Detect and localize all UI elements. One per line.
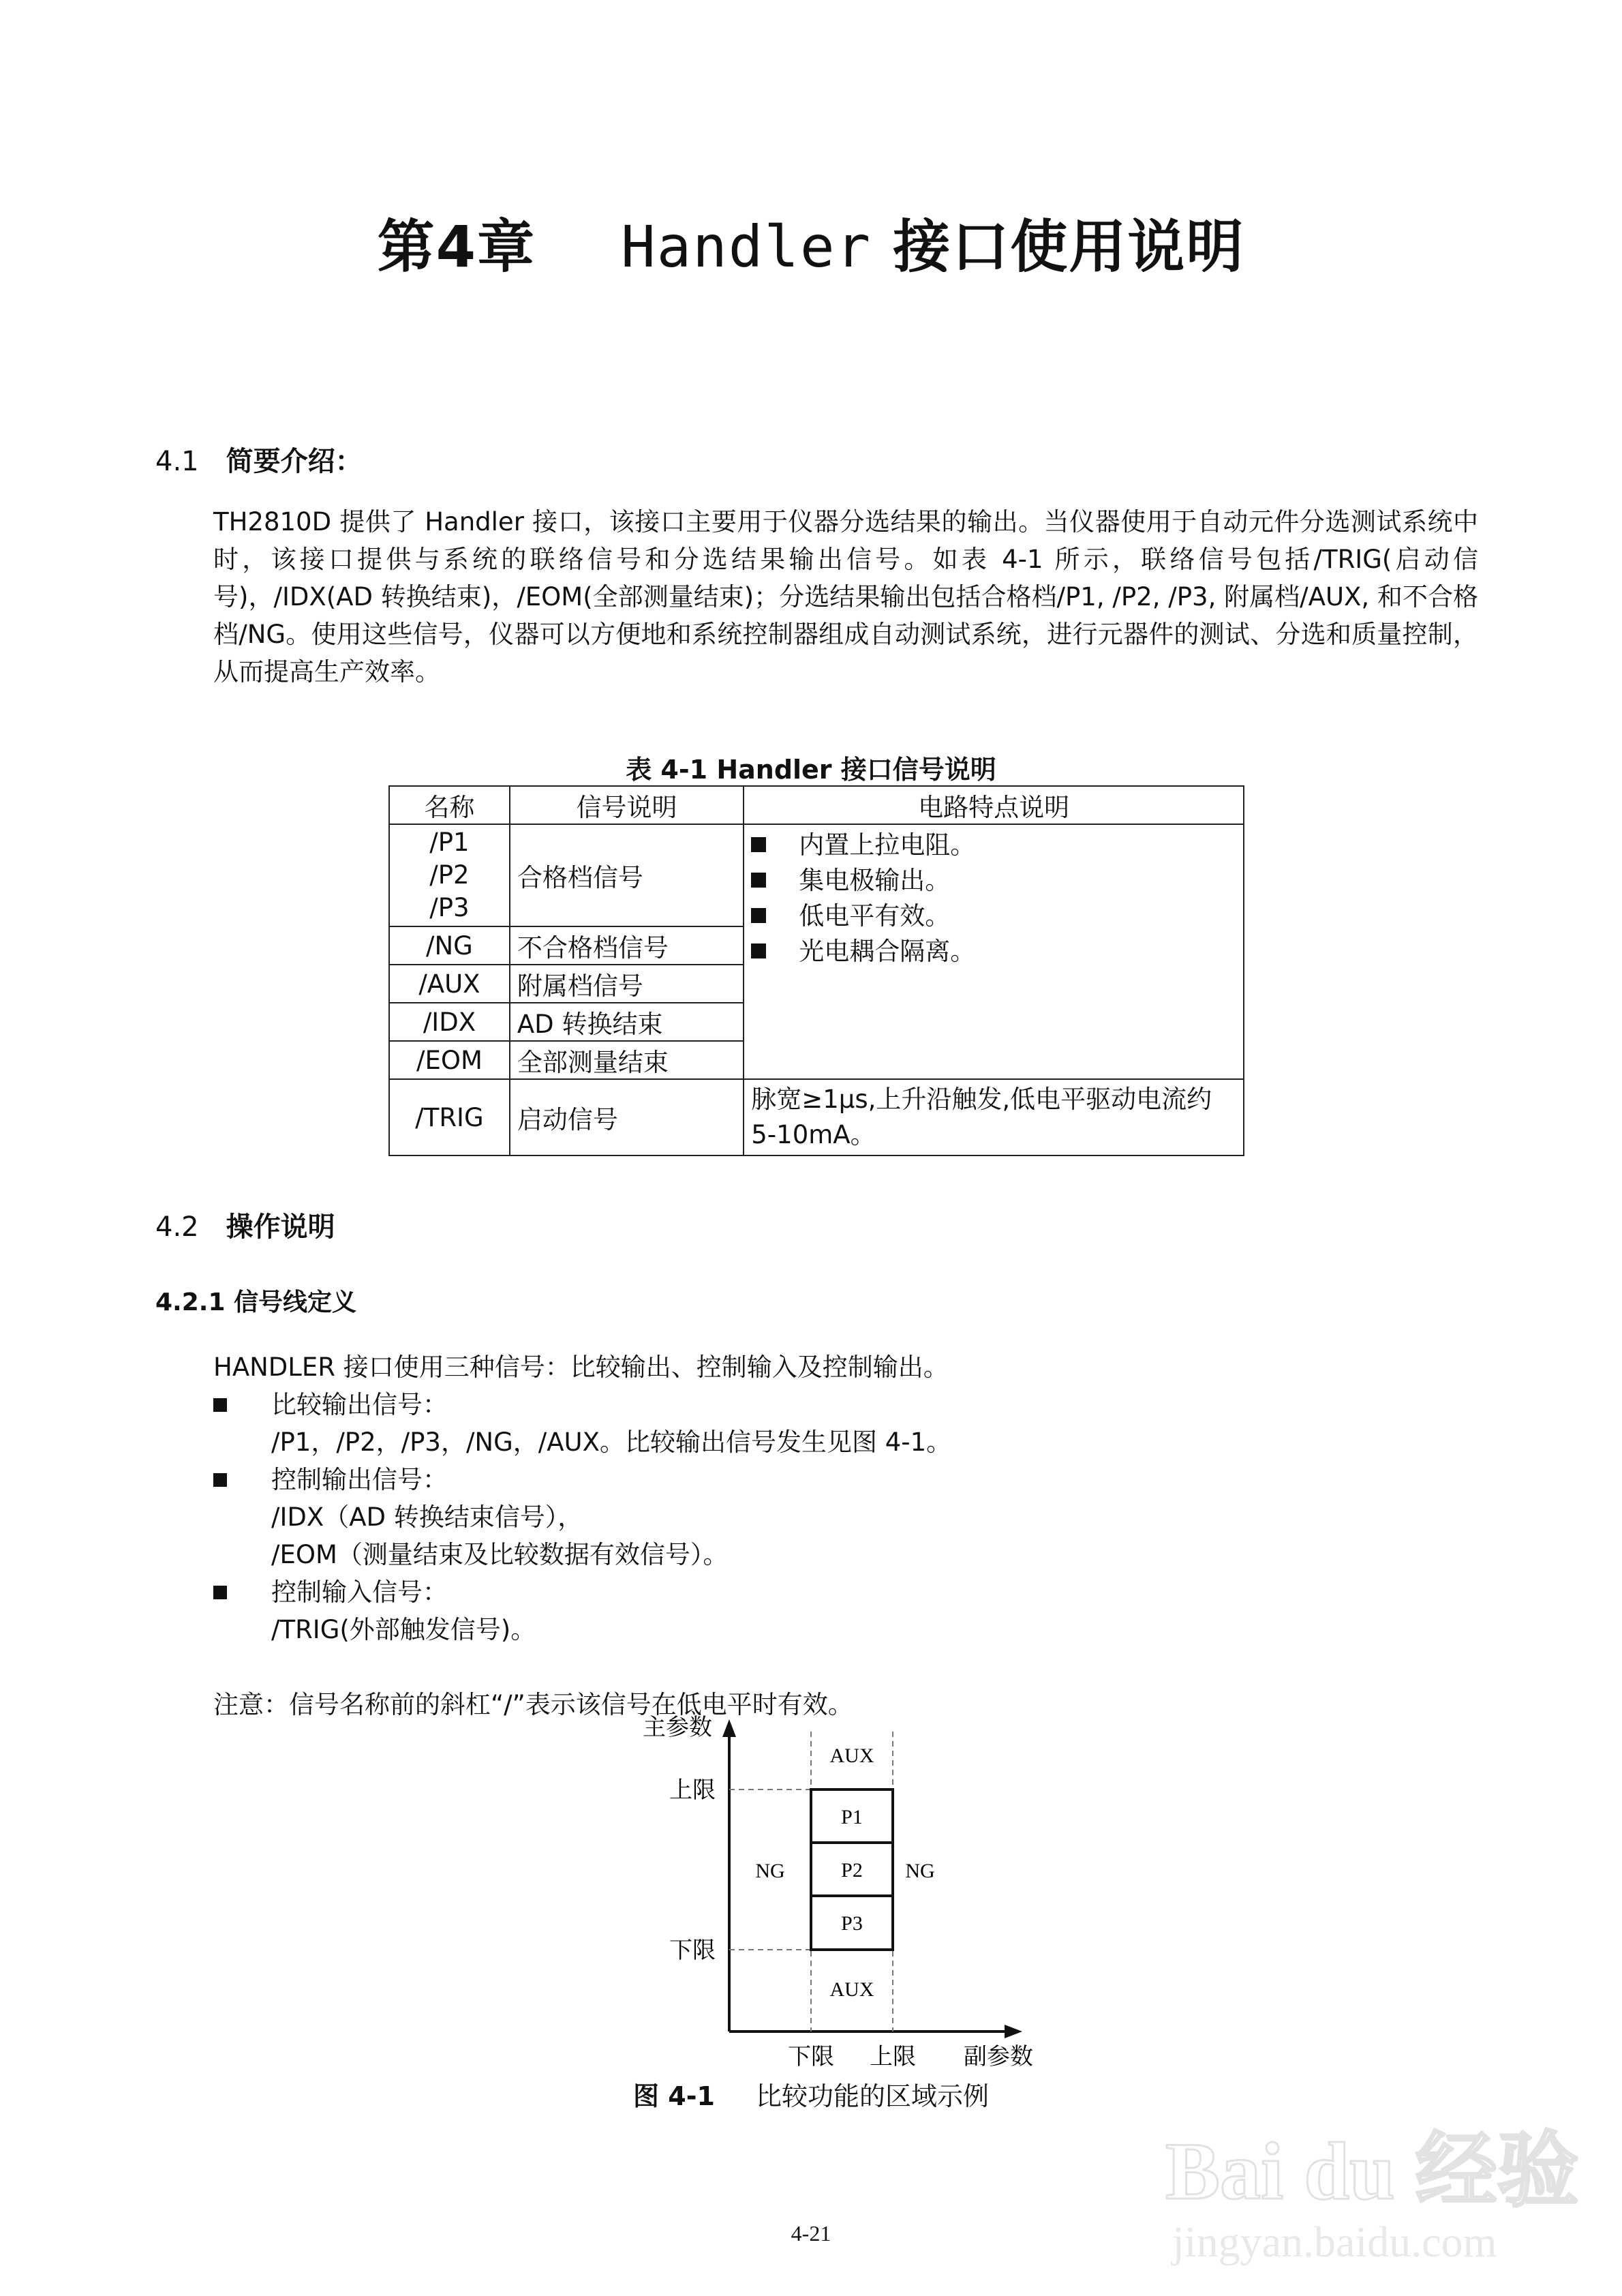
list-item-body: /TRIG(外部触发信号)。 bbox=[271, 1615, 536, 1644]
section-number: 4.2 bbox=[155, 1211, 199, 1243]
signal-name: /IDX bbox=[389, 1003, 510, 1041]
signal-desc: 全部测量结束 bbox=[510, 1041, 744, 1079]
signal-name: /AUX bbox=[389, 965, 510, 1003]
list-item: 控制输入信号： bbox=[213, 1573, 951, 1611]
baidu-jingyan-watermark bbox=[1159, 2110, 1595, 2280]
list-item: 比较输出信号： bbox=[213, 1386, 951, 1423]
chapter-title bbox=[0, 201, 1622, 284]
ng-right-label: NG bbox=[905, 1860, 935, 1882]
section-4-2-heading bbox=[155, 1205, 335, 1244]
figure-caption-text: 比较功能的区域示例 bbox=[755, 2081, 989, 2111]
x-upper-limit-label: 上限 bbox=[870, 2044, 916, 2070]
page-number: 4-21 bbox=[791, 2221, 831, 2246]
signal-table bbox=[388, 785, 1244, 1156]
feature-item: 集电极输出。 bbox=[751, 863, 1236, 898]
ng-left-label: NG bbox=[755, 1860, 785, 1882]
signal-name: /NG bbox=[389, 926, 510, 965]
upper-limit-label: 上限 bbox=[669, 1778, 716, 1803]
note: 注意：信号名称前的斜杠“/”表示该信号在低电平时有效。 bbox=[213, 1690, 853, 1719]
table-row bbox=[389, 824, 1244, 926]
feature-item: 内置上拉电阻。 bbox=[751, 828, 1236, 863]
x-axis-arrow-icon bbox=[1005, 2025, 1022, 2038]
signal-desc: 不合格档信号 bbox=[510, 926, 744, 965]
x-axis-label: 副参数 bbox=[964, 2044, 1033, 2070]
signal-intro: HANDLER 接口使用三种信号：比较输出、控制输入及控制输出。 bbox=[213, 1353, 949, 1382]
signal-desc: 合格档信号 bbox=[510, 824, 744, 926]
bullet-square-icon bbox=[751, 873, 766, 888]
section-label: 操作说明 bbox=[226, 1211, 335, 1243]
bullet-square-icon bbox=[751, 943, 766, 958]
table-row bbox=[389, 1079, 1244, 1155]
p3-label: P3 bbox=[841, 1912, 863, 1935]
signal-desc: 启动信号 bbox=[510, 1079, 744, 1155]
figure-caption bbox=[0, 2075, 1622, 2113]
table-header: 电路特点说明 bbox=[744, 786, 1244, 824]
signal-name: /P1 /P2 /P3 bbox=[389, 824, 510, 926]
table-caption: 表 4-1 Handler 接口信号说明 bbox=[626, 755, 996, 785]
chapter-number: 第4章 bbox=[377, 213, 536, 280]
figure-caption-number: 图 4-1 bbox=[633, 2081, 715, 2111]
list-item-body: /IDX（AD 转换结束信号）， bbox=[271, 1502, 583, 1532]
table-header: 信号说明 bbox=[510, 786, 744, 824]
aux-top-label: AUX bbox=[829, 1744, 874, 1767]
signal-desc: 附属档信号 bbox=[510, 965, 744, 1003]
chapter-title-suffix: 接口使用说明 bbox=[893, 213, 1245, 280]
p2-label: P2 bbox=[841, 1859, 863, 1882]
watermark-brand: Bai du 经验 bbox=[1165, 2126, 1579, 2216]
list-item: 控制输出信号： bbox=[213, 1461, 951, 1498]
feature-item: 低电平有效。 bbox=[751, 898, 1236, 934]
y-axis-label: 主参数 bbox=[643, 1715, 712, 1740]
table-header-row bbox=[389, 786, 1244, 824]
section-4-2-1-heading: 4.2.1 信号线定义 bbox=[155, 1288, 357, 1316]
aux-bottom-label: AUX bbox=[829, 1978, 874, 2001]
section-4-1-heading bbox=[155, 440, 363, 479]
list-item-body: /P1，/P2，/P3，/NG，/AUX。比较输出信号发生见图 4-1。 bbox=[271, 1428, 952, 1457]
intro-paragraph: TH2810D 提供了 Handler 接口，该接口主要用于仪器分选结果的输出。当仪器使用于自动元件分选测试系统中时，该接口提供与系统的联络信号和分选结果输出信号。如表 4-1 所示，联络信号包括/TRIG(启动信号)，/IDX(AD 转换结束)，/EOM(全部测量结束)；分选结果输出包括合格档/P1, /P2, /P3, 附属档/AUX, 和不合格档/NG。使用这些信号，仪器可以方便地和系统控制器组成自动测试系统，进行元器件的测试、分选和质量控制，从而提高生产效率。 bbox=[213, 507, 1478, 686]
bullet-square-icon bbox=[213, 1473, 227, 1487]
bullet-square-icon bbox=[213, 1586, 227, 1599]
x-lower-limit-label: 下限 bbox=[788, 2044, 834, 2070]
signal-name: /EOM bbox=[389, 1041, 510, 1079]
y-axis-arrow-icon bbox=[722, 1719, 736, 1737]
table-header: 名称 bbox=[389, 786, 510, 824]
p1-label: P1 bbox=[841, 1806, 863, 1828]
feature-cell bbox=[744, 824, 1244, 1079]
comparison-region-figure bbox=[613, 1704, 1090, 2072]
section-number: 4.1 bbox=[155, 446, 199, 477]
watermark-url: jingyan.baidu.com bbox=[1172, 2218, 1497, 2266]
section-label: 简要介绍： bbox=[226, 446, 363, 477]
bullet-square-icon bbox=[213, 1398, 227, 1412]
bullet-square-icon bbox=[751, 837, 766, 852]
bullet-square-icon bbox=[751, 908, 766, 923]
feature-item: 光电耦合隔离。 bbox=[751, 934, 1236, 969]
list-item-body: /EOM（测量结束及比较数据有效信号）。 bbox=[271, 1540, 729, 1569]
trig-feature: 脉宽≥1μs,上升沿触发,低电平驱动电流约 5-10mA。 bbox=[744, 1079, 1244, 1155]
signal-name: /TRIG bbox=[389, 1079, 510, 1155]
signal-desc: AD 转换结束 bbox=[510, 1003, 744, 1041]
lower-limit-label: 下限 bbox=[669, 1938, 716, 1963]
signal-list bbox=[213, 1348, 951, 1648]
chapter-title-mono: Handler bbox=[621, 213, 872, 280]
